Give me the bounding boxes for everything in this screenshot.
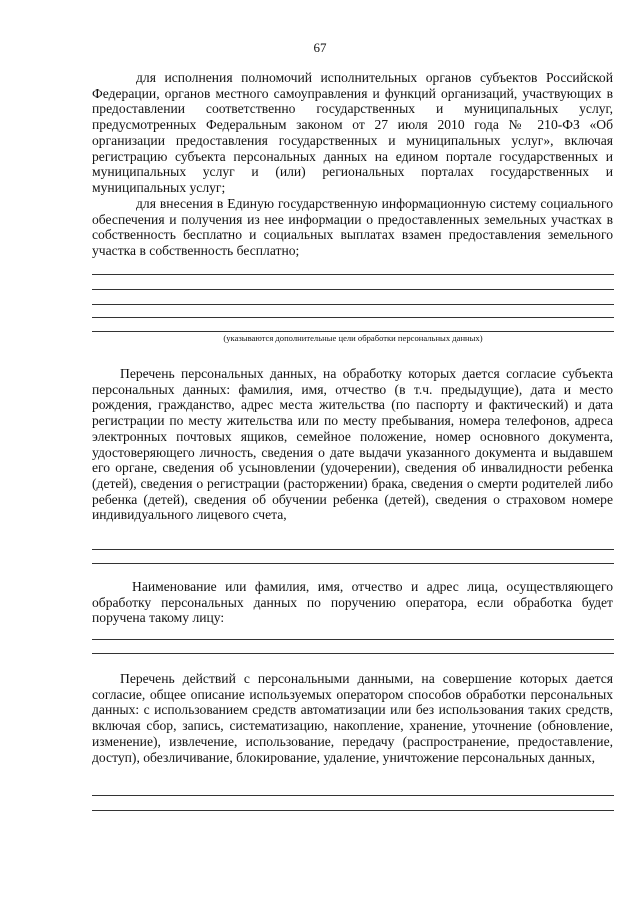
blank-line [92,317,614,318]
blank-line [92,810,614,811]
blank-line [92,331,614,332]
caption-additional-purposes: (указываются дополнительные цели обработки персональных данных) [223,333,483,343]
paragraph-actions-list: Перечень действий с персональными данными, на совершение которых дается согласие, общее описание используемых оператором способов обработки персональных данных: с использованием средств автоматизации или без использования таких средств, включая сбор, запись, систематизацию, накопление, хранение, уточнение (обновление, изменение), извлечение, использование, передачу (распространение, предоставление, доступ), обезличивание, блокирование, удаление, уничтожение персональных данных, [92,671,613,765]
blank-line [92,549,614,550]
blank-line [92,639,614,640]
paragraph-purposes-portal: для исполнения полномочий исполнительных органов субъектов Российской Федерации, органов местного самоуправления и функций организаций, участвующих в предоставлении соответственно государственных и муниципальных услуг, предусмотренных Федеральным законом от 27 июля 2010 года № 210-ФЗ «Об организации предоставления государственных и муниципальных услуг», включая регистрацию субъекта персональных данных на едином портале государственных и муниципальных услуг и (или) региональных порталах государственных и муниципальных услуг; [92,70,613,195]
blank-line [92,795,614,796]
blank-line [92,274,614,275]
paragraph-personal-data-list: Перечень персональных данных, на обработку которых дается согласие субъекта персональных данных: фамилия, имя, отчество (в т.ч. предыдущие), дата и место рождения, гражданство, адрес места жительства (по паспорту и фактический) и дата регистрации по месту жительства или по месту пребывания, номера телефонов, адреса электронных почтовых ящиков, семейное положение, номер основного документа, удостоверяющего личность, сведения о дате выдачи указанного документа и выдавшем его органе, сведения об усыновлении (удочерении), сведения об инвалидности ребенка (детей), сведения о регистрации (расторжении) брака, сведения о смерти родителей либо ребенка (детей), сведения об обучении ребенка (детей), сведения о страховом номере индивидуального лицевого счета, [92,366,613,523]
page-number: 67 [313,40,327,55]
blank-line [92,563,614,564]
blank-line [92,304,614,305]
blank-line [92,653,614,654]
blank-line [92,289,614,290]
paragraph-purposes-egisso: для внесения в Единую государственную информационную систему социального обеспечения и получения из нее информации о предоставленных земельных участках в собственность бесплатно и социальных выплатах взамен предоставления земельного участка в собственность бесплатно; [92,196,613,259]
paragraph-processor-name: Наименование или фамилия, имя, отчество и адрес лица, осуществляющего обработку персональных данных по поручению оператора, если обработка будет поручена такому лицу: [92,579,613,626]
